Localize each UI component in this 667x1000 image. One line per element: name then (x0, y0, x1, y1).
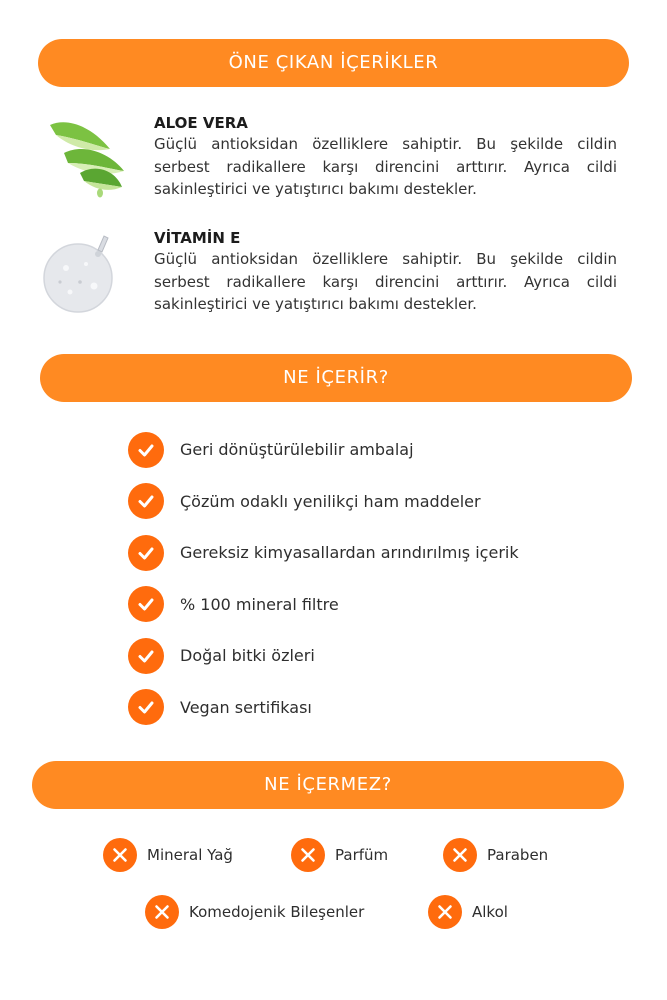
excluded-item (443, 837, 548, 873)
excluded-item (145, 894, 364, 930)
list-item-label: Geri dönüştürülebilir ambalaj (180, 440, 414, 460)
excludes-banner: NE İÇERMEZ? (32, 761, 624, 809)
checkmark-icon (128, 586, 164, 622)
contains-banner: NE İÇERİR? (40, 354, 632, 402)
list-item-label: Doğal bitki özleri (180, 646, 315, 666)
list-item-label: Çözüm odaklı yenilikçi ham maddeler (180, 491, 481, 511)
excluded-item (103, 837, 233, 873)
x-icon (291, 838, 325, 872)
ingredient-description: Güçlü antioksidan özelliklere sahiptir. Bu şekilde cildin serbest radikallere karşı direncini arttırır. Ayrıca cildi sakinleştirici ve yatıştırıcı bakımı destekler. (154, 250, 617, 313)
list-item-label: Vegan sertifikası (180, 697, 312, 717)
list-item (128, 527, 628, 579)
aloe-vera-leaf-image (40, 113, 130, 203)
x-icon (428, 895, 462, 929)
excluded-item-label: Parfüm (335, 846, 389, 864)
x-icon (443, 838, 477, 872)
x-icon (103, 838, 137, 872)
list-item-label: % 100 mineral filtre (180, 594, 339, 614)
ingredient-vitamin-e (40, 228, 620, 323)
list-item (128, 424, 628, 476)
ingredient-aloe-vera (40, 113, 620, 208)
ingredient-description: Güçlü antioksidan özelliklere sahiptir. Bu şekilde cildin serbest radikallere karşı direncini arttırır. Ayrıca cildi sakinleştirici ve yatıştırıcı bakımı destekler. (154, 135, 617, 198)
list-item (128, 579, 628, 631)
x-icon (145, 895, 179, 929)
checkmark-icon (128, 432, 164, 468)
checkmark-icon (128, 689, 164, 725)
ingredient-name: VİTAMİN E (154, 229, 241, 247)
checkmark-icon (128, 638, 164, 674)
list-item (128, 682, 628, 734)
contains-list (128, 424, 628, 733)
list-item (128, 630, 628, 682)
highlights-banner: ÖNE ÇIKAN İÇERİKLER (38, 39, 629, 87)
excluded-item-label: Alkol (472, 903, 508, 921)
list-item-label: Gereksiz kimyasallardan arındırılmış içerik (180, 543, 519, 563)
excluded-item (428, 894, 508, 930)
vitamin-e-drop-image (40, 228, 130, 318)
list-item (128, 476, 628, 528)
excluded-item-label: Komedojenik Bileşenler (189, 903, 365, 921)
excluded-item-label: Mineral Yağ (147, 846, 233, 864)
checkmark-icon (128, 483, 164, 519)
excluded-item (291, 837, 388, 873)
excluded-item-label: Paraben (487, 846, 549, 864)
checkmark-icon (128, 535, 164, 571)
ingredient-name: ALOE VERA (154, 114, 248, 132)
